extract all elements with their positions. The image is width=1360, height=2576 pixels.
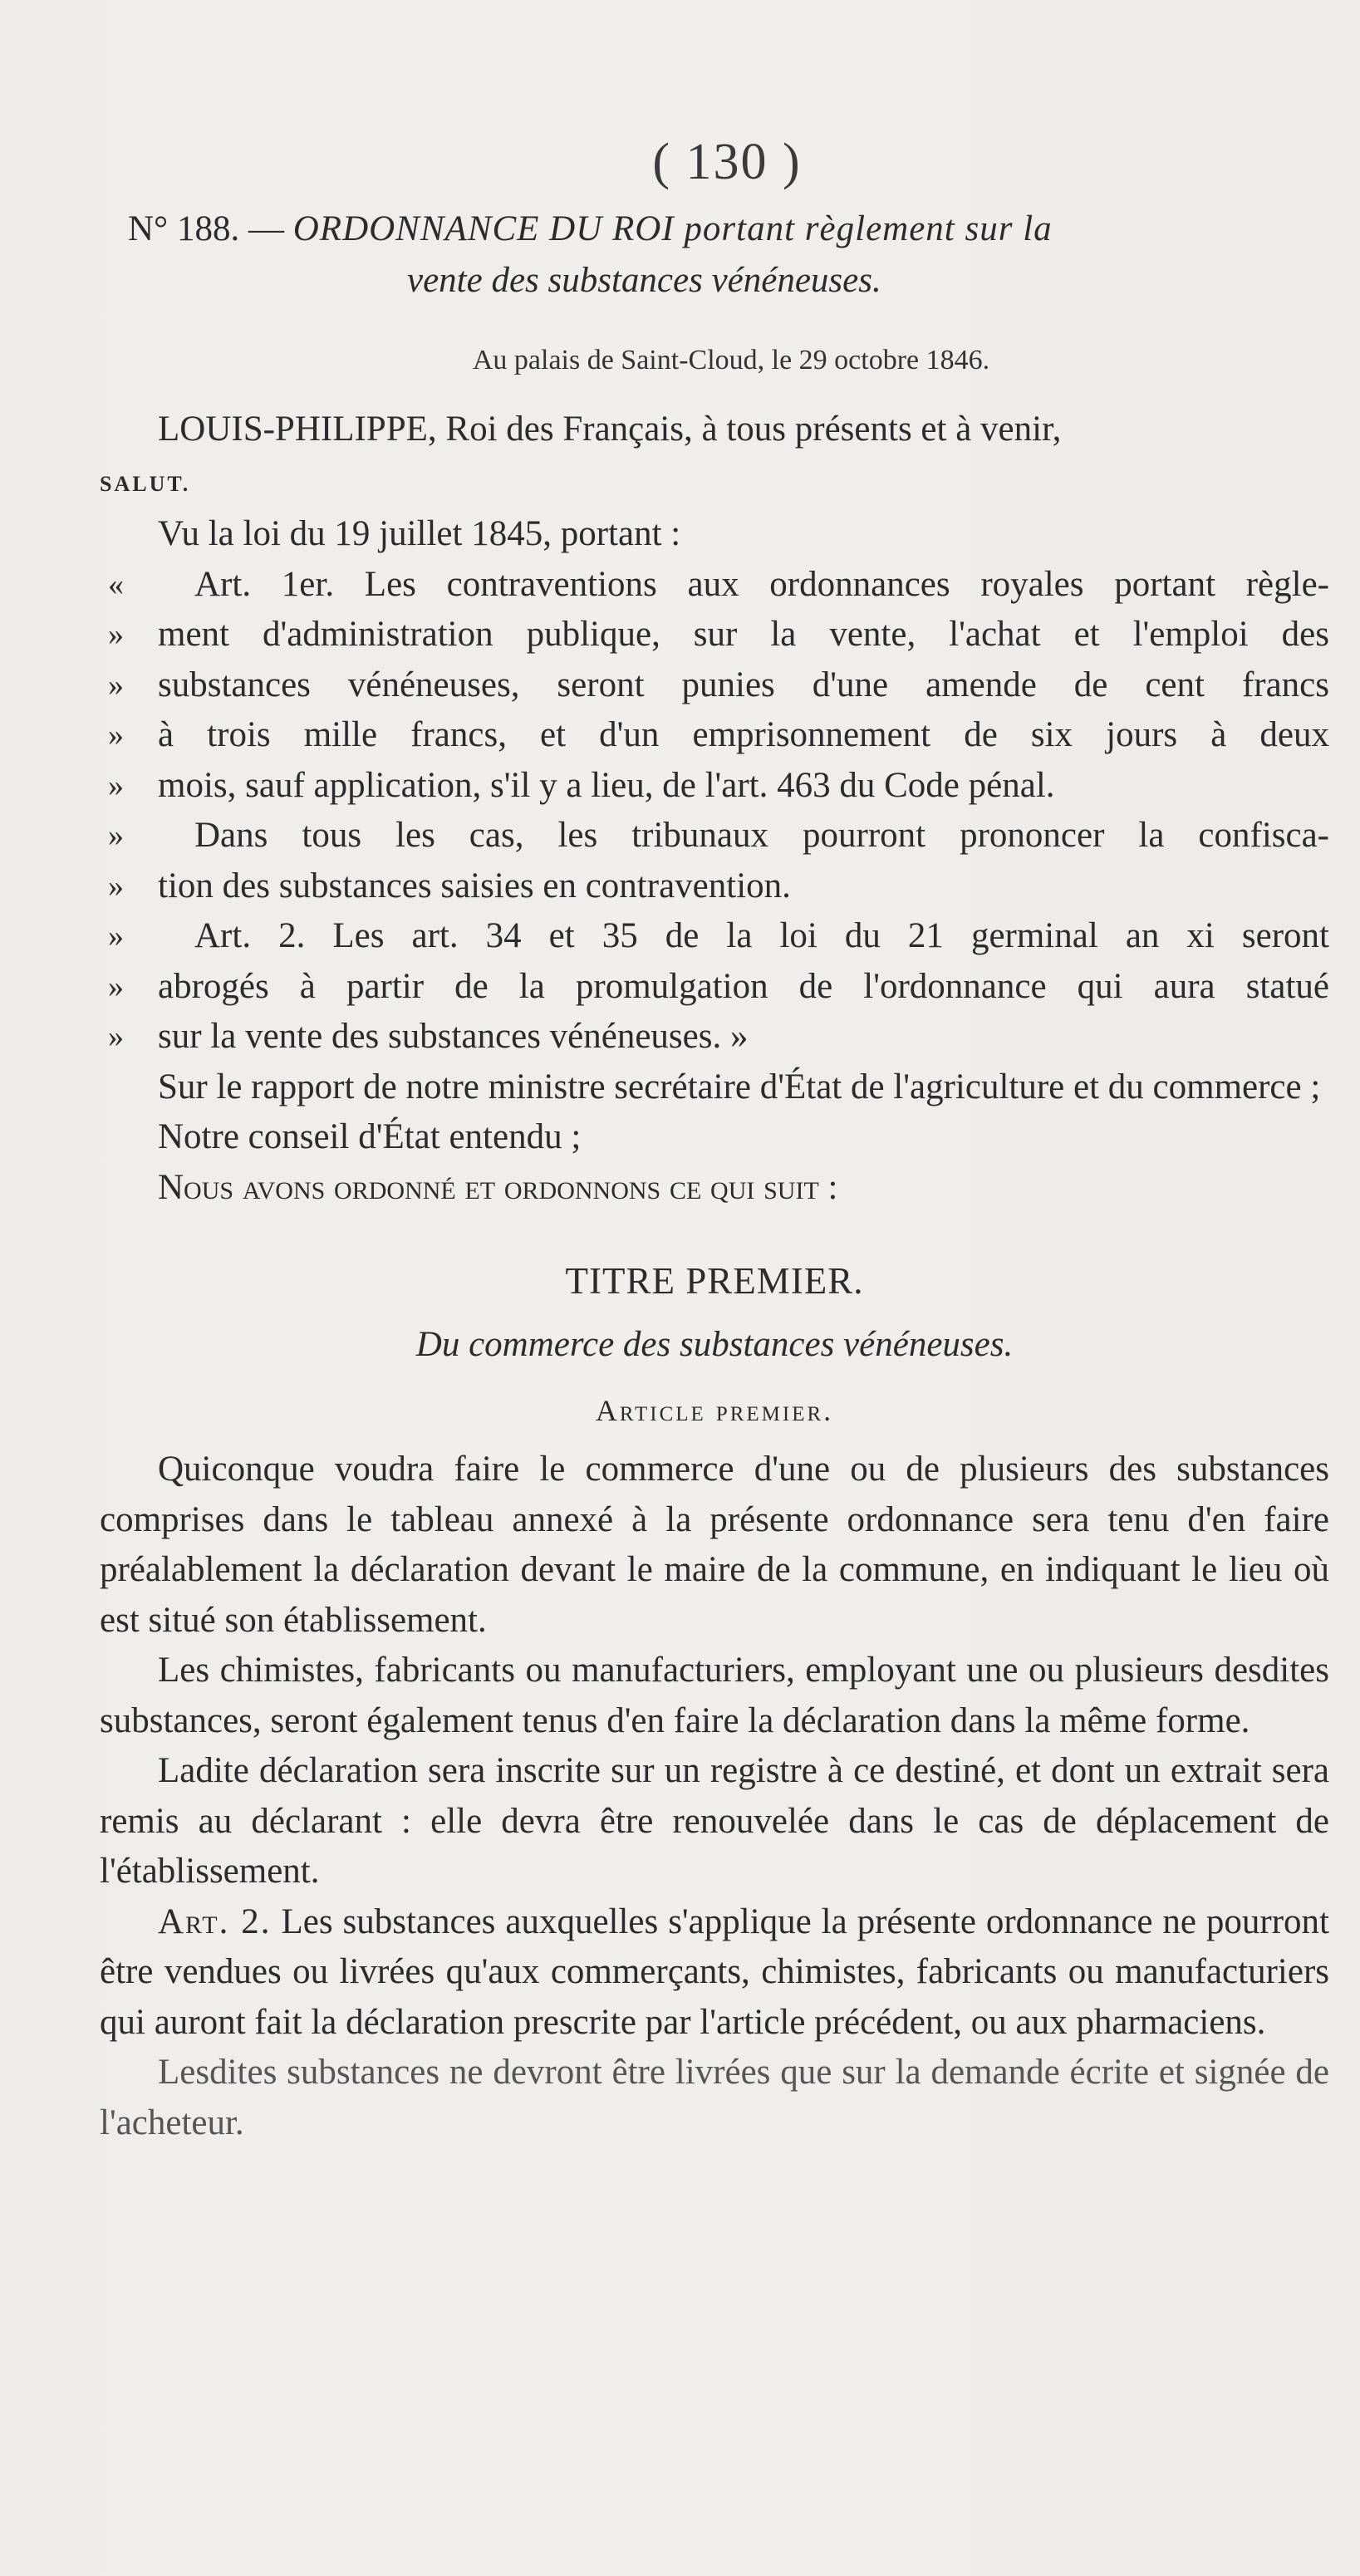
ordonnance-title: ORDONNANCE DU ROI portant règlement sur la bbox=[292, 209, 1053, 248]
quoted-law bbox=[100, 560, 1329, 1062]
king-intro bbox=[100, 405, 1329, 509]
text-column bbox=[100, 133, 1329, 2148]
ordonne-line: Nous avons ordonné et ordonnons ce qui suit : bbox=[158, 1167, 838, 1207]
article-paragraph: Quiconque voudra faire le commerce d'une ou de plusieurs des substances comprises dans le tableau annexé à la présente ordonnance sera tenu d'en faire préalablement la déclaration devant le maire de la commune, en indiquant le lieu où est situé son établissement. bbox=[100, 1450, 1329, 1640]
quote-line: » tion des substances saisies en contravention. bbox=[158, 861, 1329, 912]
article-paragraph: Ladite déclaration sera inscrite sur un registre à ce destiné, et dont un extrait sera remis au déclarant : elle devra être renouvelée dans le cas de déplacement de l'établissement. bbox=[100, 1751, 1329, 1891]
quote-line: » ment d'administration publique, sur la vente, l'achat et l'emploi des bbox=[158, 610, 1329, 660]
place-date: Au palais de Saint-Cloud, le 29 octobre 1846. bbox=[472, 345, 990, 375]
article-2-label: Art. 2. bbox=[158, 1901, 272, 1941]
king-intro-text: LOUIS-PHILIPPE, Roi des Français, à tous présents et à venir, bbox=[158, 410, 1062, 449]
quote-line: » Art. 2. Les art. 34 et 35 de la loi du 21 germinal an xi seront bbox=[158, 911, 1329, 962]
article-2-text: Les substances auxquelles s'applique la présente ordonnance ne pourront être vendues ou livrées qu'aux commerçants, chimistes, fabricants ou manufacturiers qui auront fait la déclaration prescrite par l'article précédent, ou aux pharmaciens. bbox=[100, 1901, 1329, 2042]
quote-line: » à trois mille francs, et d'un emprisonnement de six jours à deux bbox=[158, 710, 1329, 761]
quote-line: » abrogés à partir de la promulgation de l'ordonnance qui aura statué bbox=[158, 962, 1329, 1013]
vu-line: Vu la loi du 19 juillet 1845, portant : bbox=[158, 514, 681, 553]
rapport-paragraph: Sur le rapport de notre ministre secrétaire d'État de l'agriculture et du commerce ; bbox=[158, 1067, 1321, 1106]
quote-line: » sur la vente des substances vénéneuses. » bbox=[158, 1012, 1329, 1062]
ordonnance-title-line2: vente des substances vénéneuses. bbox=[407, 261, 881, 300]
ordonnance-heading bbox=[128, 204, 1329, 307]
titre-subheading: Du commerce des substances vénéneuses. bbox=[415, 1325, 1014, 1364]
final-paragraph: Lesdites substances ne devront être livrées que sur la demande écrite et signée de l'acheteur. bbox=[100, 2053, 1329, 2142]
article-2-paragraph bbox=[100, 1897, 1329, 2049]
article-paragraph: Les chimistes, fabricants ou manufacturiers, employant une ou plusieurs desdites substances, seront également tenus d'en faire la déclaration dans la même forme. bbox=[100, 1651, 1329, 1740]
quote-line: « Art. 1er. Les contraventions aux ordonnances royales portant règle- bbox=[158, 560, 1329, 611]
quote-line: » Dans tous les cas, les tribunaux pourront prononcer la confisca- bbox=[158, 811, 1329, 861]
article-premier-heading: Article premier. bbox=[595, 1394, 834, 1427]
titre-heading: TITRE PREMIER. bbox=[565, 1260, 864, 1302]
ordonnance-number: N° 188. — bbox=[128, 209, 284, 248]
conseil-line: Notre conseil d'État entendu ; bbox=[158, 1117, 582, 1156]
quote-line: » mois, sauf application, s'il y a lieu, de l'art. 463 du Code pénal. bbox=[158, 761, 1329, 812]
salut-text: SALUT. bbox=[100, 471, 191, 496]
page-number: ( 130 ) bbox=[652, 134, 802, 190]
quote-line: » substances vénéneuses, seront punies d'une amende de cent francs bbox=[158, 660, 1329, 711]
